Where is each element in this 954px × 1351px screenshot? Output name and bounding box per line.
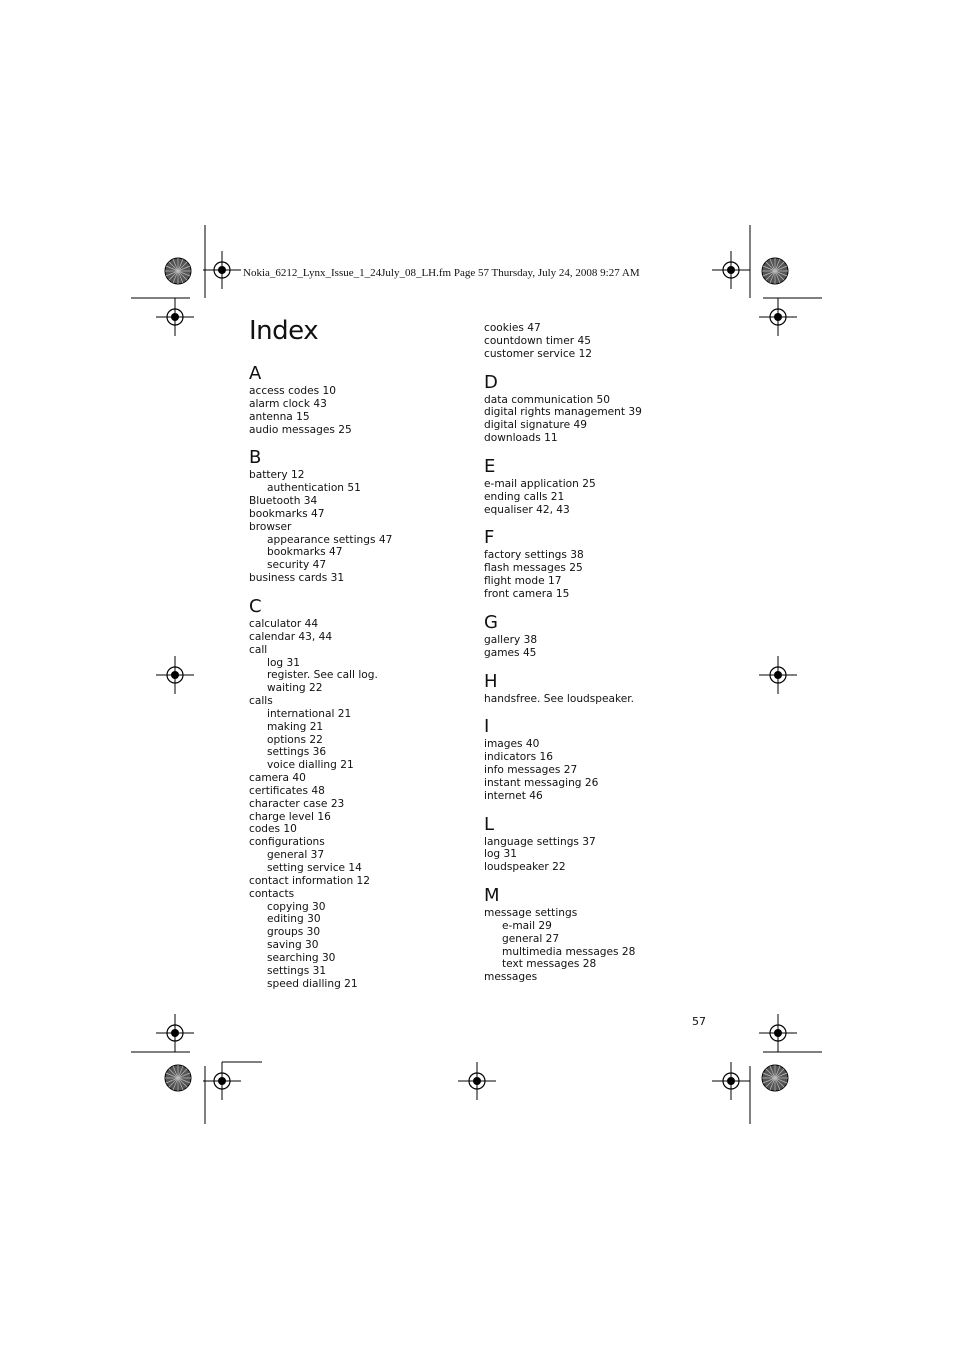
registration-mark-icon xyxy=(759,298,797,336)
index-entry: battery 12 xyxy=(249,469,305,482)
color-target-icon xyxy=(762,258,788,284)
registration-mark-icon xyxy=(712,1062,750,1100)
index-entry: gallery 38 xyxy=(484,633,538,646)
index-subentry: settings 36 xyxy=(267,746,327,759)
index-subentry: international 21 xyxy=(267,707,352,720)
index-subentry: general 27 xyxy=(502,932,560,945)
index-entry: downloads 11 xyxy=(484,432,558,445)
index-entry: bookmarks 47 xyxy=(249,507,325,520)
index-subentry: authentication 51 xyxy=(267,482,361,495)
index-subentry: settings 31 xyxy=(267,964,327,977)
index-subentry: speed dialling 21 xyxy=(267,977,358,990)
index-subentry: security 47 xyxy=(267,559,327,572)
registration-mark-icon xyxy=(759,656,797,694)
index-entry: codes 10 xyxy=(249,823,297,836)
color-target-icon xyxy=(165,258,191,284)
index-subentry: general 37 xyxy=(267,849,325,862)
index-entry: handsfree. See loudspeaker. xyxy=(484,692,635,705)
registration-mark-icon xyxy=(759,1014,797,1052)
index-entry: front camera 15 xyxy=(484,587,570,600)
index-entry: calendar 43, 44 xyxy=(249,630,333,643)
index-subentry: setting service 14 xyxy=(267,862,362,874)
index-entry: certificates 48 xyxy=(249,784,325,797)
index-section xyxy=(484,457,704,517)
registration-mark-icon xyxy=(156,1014,194,1052)
index-subentry: bookmarks 47 xyxy=(267,546,343,559)
crop-lines-top xyxy=(131,225,822,298)
index-entry: calculator 44 xyxy=(249,617,319,630)
index-entry: calls xyxy=(249,695,273,708)
registration-mark-icon xyxy=(156,298,194,336)
registration-mark-icon xyxy=(712,251,750,289)
index-entry: flight mode 17 xyxy=(484,575,562,588)
registration-mark-icon xyxy=(458,1062,496,1100)
index-entry: charge level 16 xyxy=(249,810,331,823)
section-letter: F xyxy=(484,527,495,549)
color-target-icon xyxy=(165,1065,191,1091)
print-slug-line: Nokia_6212_Lynx_Issue_1_24July_08_LH.fm Page 57 Thursday, July 24, 2008 9:27 AM xyxy=(243,267,640,279)
index-section xyxy=(484,613,704,660)
index-subentry: voice dialling 21 xyxy=(267,759,354,772)
color-target-icon xyxy=(762,1065,788,1091)
index-entry: info messages 27 xyxy=(484,764,578,777)
section-letter: I xyxy=(484,716,490,738)
index-entry: images 40 xyxy=(484,738,540,751)
index-subentry: groups 30 xyxy=(267,926,321,939)
index-entry: equaliser 42, 43 xyxy=(484,503,570,516)
index-column-left xyxy=(249,364,469,990)
index-entry: contact information 12 xyxy=(249,874,371,887)
registration-mark-icon xyxy=(203,251,241,289)
section-letter: G xyxy=(484,611,498,633)
index-entry: Bluetooth 34 xyxy=(249,495,318,508)
section-letter: D xyxy=(484,371,498,393)
index-entry: digital signature 49 xyxy=(484,419,588,432)
index-subentry: log 31 xyxy=(267,656,300,669)
index-entry: character case 23 xyxy=(249,797,345,810)
index-subentry: register. See call log. xyxy=(267,669,378,682)
section-letter: M xyxy=(484,885,500,907)
index-entry: language settings 37 xyxy=(484,835,596,848)
index-entry: camera 40 xyxy=(249,772,306,785)
index-entry: business cards 31 xyxy=(249,572,345,585)
index-entry: configurations xyxy=(249,836,325,849)
index-subentry: multimedia messages 28 xyxy=(502,945,636,958)
index-subentry: waiting 22 xyxy=(267,682,323,695)
index-entry: data communication 50 xyxy=(484,393,611,406)
section-letter: L xyxy=(484,813,495,835)
index-entry: browser xyxy=(249,520,292,533)
index-entry: customer service 12 xyxy=(484,347,593,360)
index-subentry: copying 30 xyxy=(267,900,326,913)
index-section xyxy=(249,597,469,990)
index-section xyxy=(484,528,704,600)
section-letter: B xyxy=(249,447,262,469)
index-section xyxy=(249,364,469,436)
index-subentry: e-mail 29 xyxy=(502,919,552,932)
index-entry: ending calls 21 xyxy=(484,490,565,503)
index-entry: antenna 15 xyxy=(249,410,310,423)
index-entry: log 31 xyxy=(484,848,517,861)
index-entry: alarm clock 43 xyxy=(249,397,327,410)
index-entry: indicators 16 xyxy=(484,751,553,764)
index-subentry: saving 30 xyxy=(267,939,319,952)
index-subentry: appearance settings 47 xyxy=(267,533,393,546)
index-section xyxy=(484,717,704,802)
index-section xyxy=(484,815,704,875)
index-subentry: searching 30 xyxy=(267,951,336,964)
index-section xyxy=(249,448,469,585)
index-entry: call xyxy=(249,643,268,656)
registration-mark-icon xyxy=(203,1062,241,1100)
page-title: Index xyxy=(249,316,319,346)
registration-mark-icon xyxy=(156,656,194,694)
section-letter: C xyxy=(249,595,262,617)
index-entry: internet 46 xyxy=(484,789,543,802)
index-entry: contacts xyxy=(249,887,295,900)
index-section xyxy=(484,322,704,361)
page-number: 57 xyxy=(692,1015,706,1028)
index-entry: loudspeaker 22 xyxy=(484,861,566,874)
index-entry: flash messages 25 xyxy=(484,562,583,575)
index-subentry: options 22 xyxy=(267,733,323,746)
index-entry: instant messaging 26 xyxy=(484,776,599,789)
index-entry: games 45 xyxy=(484,646,537,659)
index-entry: cookies 47 xyxy=(484,322,541,334)
section-letter: E xyxy=(484,455,496,477)
index-subentry: text messages 28 xyxy=(502,958,597,971)
index-entry: e-mail application 25 xyxy=(484,477,596,490)
index-entry: access codes 10 xyxy=(249,385,336,397)
index-entry: messages xyxy=(484,971,538,984)
section-letter: H xyxy=(484,670,498,692)
section-letter: A xyxy=(249,363,262,384)
index-section xyxy=(484,886,704,984)
index-column-right xyxy=(484,322,704,984)
index-section xyxy=(484,373,704,445)
index-entry: digital rights management 39 xyxy=(484,406,642,419)
index-entry: message settings xyxy=(484,907,578,920)
index-entry: countdown timer 45 xyxy=(484,334,591,347)
index-entry: audio messages 25 xyxy=(249,423,352,436)
index-section xyxy=(484,672,704,706)
index-subentry: editing 30 xyxy=(267,913,321,926)
index-entry: factory settings 38 xyxy=(484,549,584,562)
index-subentry: making 21 xyxy=(267,720,324,733)
